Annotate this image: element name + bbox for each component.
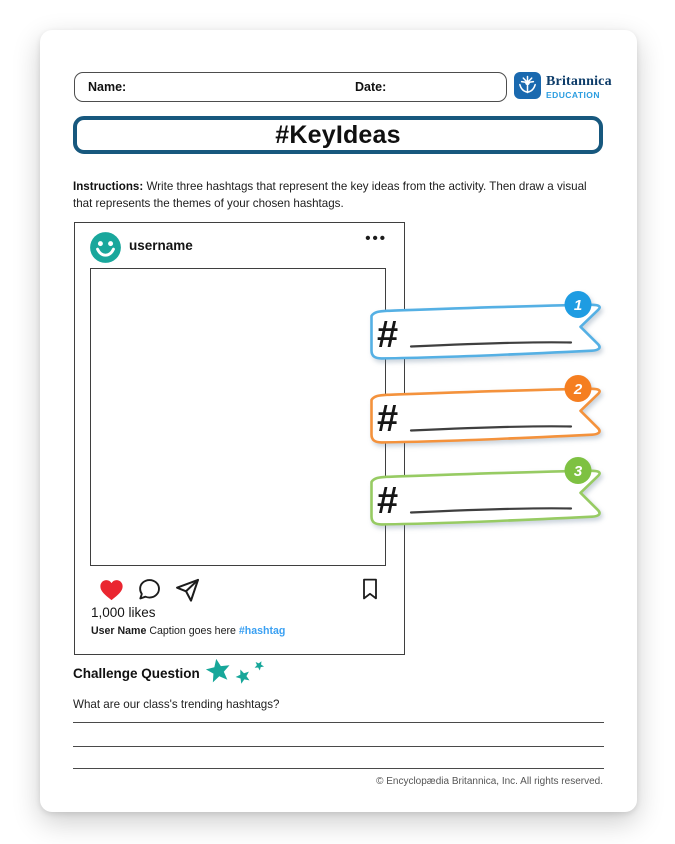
hash-symbol: # [377, 480, 399, 522]
avatar [89, 231, 122, 264]
post-menu-icon[interactable]: ••• [365, 230, 387, 247]
challenge-question-text: What are our class's trending hashtags? [73, 698, 280, 711]
worksheet-sheet [40, 30, 637, 812]
social-post-card [74, 222, 405, 655]
challenge-heading: Challenge Question [73, 666, 200, 681]
bookmark-icon[interactable] [361, 577, 379, 601]
caption-text: Caption goes here [149, 625, 236, 637]
logo-brand-text: Britannica [546, 74, 612, 89]
hash-symbol: # [377, 314, 399, 356]
comment-icon[interactable] [137, 577, 162, 602]
svg-text:1: 1 [573, 297, 583, 314]
britannica-logo [514, 72, 612, 100]
share-icon[interactable] [174, 577, 201, 604]
caption-username: User Name [91, 625, 147, 637]
post-caption [91, 625, 285, 637]
answer-line-1[interactable] [73, 722, 604, 723]
hashtag-banner-2[interactable] [365, 372, 611, 446]
caption-hashtag[interactable]: #hashtag [238, 625, 286, 637]
hash-symbol: # [377, 398, 399, 440]
page-title: #KeyIdeas [275, 120, 401, 149]
heart-icon[interactable] [98, 577, 125, 602]
instructions-body: Write three hashtags that represent the key ideas from the activity. Then draw a visual that represents the themes of your chosen hashtags. [73, 180, 587, 211]
worksheet-title-banner [73, 116, 603, 154]
name-date-field[interactable] [74, 72, 507, 102]
name-label: Name: [88, 80, 127, 94]
copyright-footer: © Encyclopædia Britannica, Inc. All rights reserved. [376, 776, 603, 787]
post-username: username [129, 238, 193, 253]
hashtag-banner-1[interactable] [365, 288, 611, 362]
svg-text:3: 3 [573, 463, 583, 480]
instructions-text [73, 178, 608, 213]
drawing-area[interactable] [90, 268, 386, 566]
stars-icon [204, 657, 272, 693]
svg-text:2: 2 [573, 381, 583, 398]
thistle-flower-icon [514, 72, 541, 99]
logo-subbrand-text: EDUCATION [546, 90, 600, 100]
instructions-label: Instructions: [73, 180, 144, 193]
hashtag-banner-3[interactable] [365, 454, 611, 528]
challenge-question-section [73, 666, 493, 711]
date-label: Date: [355, 80, 387, 94]
answer-line-2[interactable] [73, 746, 604, 747]
likes-count: 1,000 likes [91, 605, 156, 620]
answer-line-3[interactable] [73, 768, 604, 769]
smiley-face-icon [90, 232, 121, 263]
